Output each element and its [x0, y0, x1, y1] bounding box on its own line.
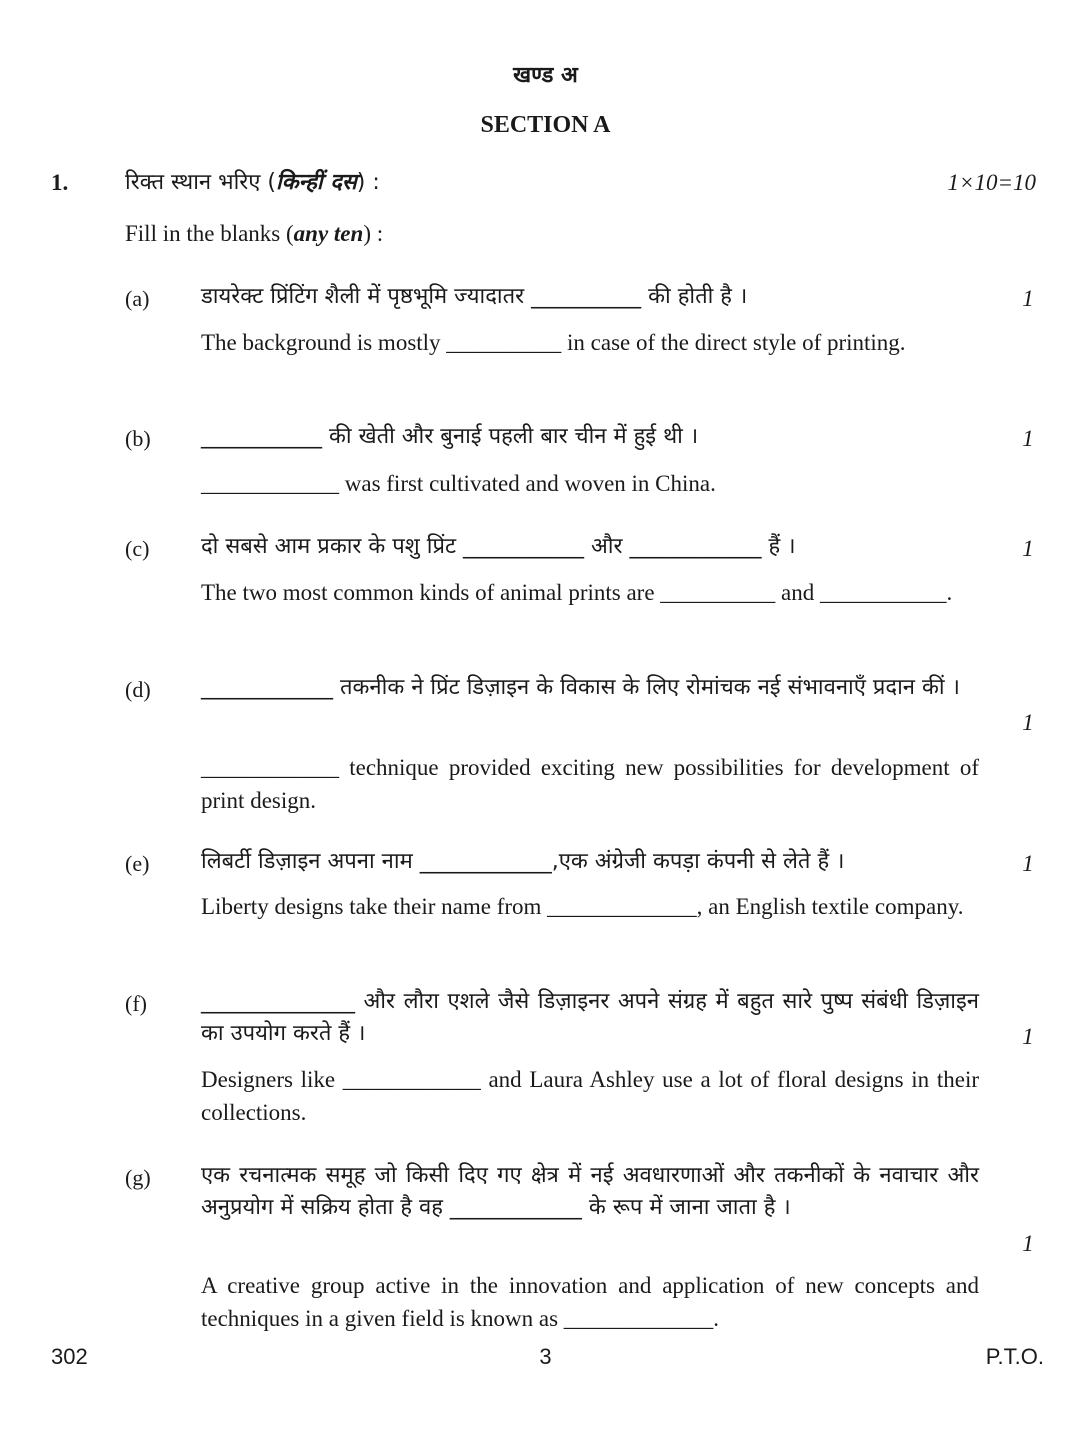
page-number: 3: [539, 1344, 552, 1369]
part-label: (c): [125, 536, 150, 561]
part-label: (e): [125, 851, 150, 876]
part-text-english: Liberty designs take their name from _____________, an English textile company.: [201, 894, 964, 919]
part-label: (f): [125, 991, 147, 1016]
question-total-marks: 1×10=10: [947, 170, 1036, 195]
part-text-english: ____________ technique provided exciting new possibilities for development of print design.: [201, 755, 979, 813]
part-marks: 1: [1022, 286, 1034, 311]
question-instruction-english-emphasis: any ten: [293, 221, 364, 246]
part-marks: 1: [1022, 710, 1034, 735]
part-marks: 1: [1022, 851, 1034, 876]
part-marks: 1: [1022, 1231, 1034, 1256]
part-text-hindi: ____________ तकनीक ने प्रिंट डिज़ाइन के विकास के लिए रोमांचक नई संभावनाएँ प्रदान कीं ।: [201, 675, 960, 700]
part-text-hindi: एक रचनात्मक समूह जो किसी दिए गए क्षेत्र में नई अवधारणाओं और तकनीकों के नवाचार और अनुप्रयोग में सक्रिय होता है वह ____________ के रूप में जाना जाता है ।: [201, 1163, 979, 1220]
part-text-english: ____________ was first cultivated and woven in China.: [201, 471, 716, 496]
part-text-hindi: लिबर्टी डिज़ाइन अपना नाम ____________,एक अंग्रेजी कपड़ा कंपनी से लेते हैं ।: [201, 849, 845, 874]
part-label: (a): [125, 286, 150, 311]
question-instruction-english: Fill in the blanks (any ten) :: [125, 221, 384, 246]
question-number: 1.: [51, 170, 69, 195]
part-text-english: A creative group active in the innovation and application of new concepts and techniques in a given field is known as _____________.: [201, 1273, 979, 1331]
part-label: (d): [125, 677, 151, 702]
part-text-english: The background is mostly __________ in case of the direct style of printing.: [201, 330, 906, 355]
part-label: (g): [125, 1165, 151, 1190]
part-marks: 1: [1022, 536, 1034, 561]
part-text-english: Designers like ____________ and Laura Ashley use a lot of floral designs in their collections.: [201, 1067, 979, 1125]
part-marks: 1: [1022, 426, 1034, 451]
part-text-english: The two most common kinds of animal prints are __________ and ___________.: [201, 580, 953, 605]
section-title-hindi: खण्ड अ: [513, 63, 578, 88]
part-text-hindi: डायरेक्ट प्रिंटिंग शैली में पृष्ठभूमि ज्यादातर __________ की होती है ।: [201, 284, 748, 309]
part-text-hindi: ______________ और लौरा एशले जैसे डिज़ाइनर अपने संग्रह में बहुत सारे पुष्प संबंधी डिज़ाइन का उपयोग करते हैं ।: [201, 989, 979, 1046]
part-text-hindi: ___________ की खेती और बुनाई पहली बार चीन में हुई थी ।: [201, 424, 699, 449]
pto-label: P.T.O.: [985, 1344, 1044, 1369]
question-instruction-hindi-emphasis: किन्हीं दस: [276, 170, 357, 195]
part-label: (b): [125, 426, 151, 451]
part-text-hindi: दो सबसे आम प्रकार के पशु प्रिंट ___________ और ____________ हैं ।: [201, 534, 796, 559]
paper-code: 302: [51, 1344, 88, 1369]
question-instruction-hindi: रिक्त स्थान भरिए (किन्हीं दस) :: [125, 170, 380, 195]
part-marks: 1: [1022, 1024, 1034, 1049]
section-title-english: SECTION A: [480, 112, 611, 138]
